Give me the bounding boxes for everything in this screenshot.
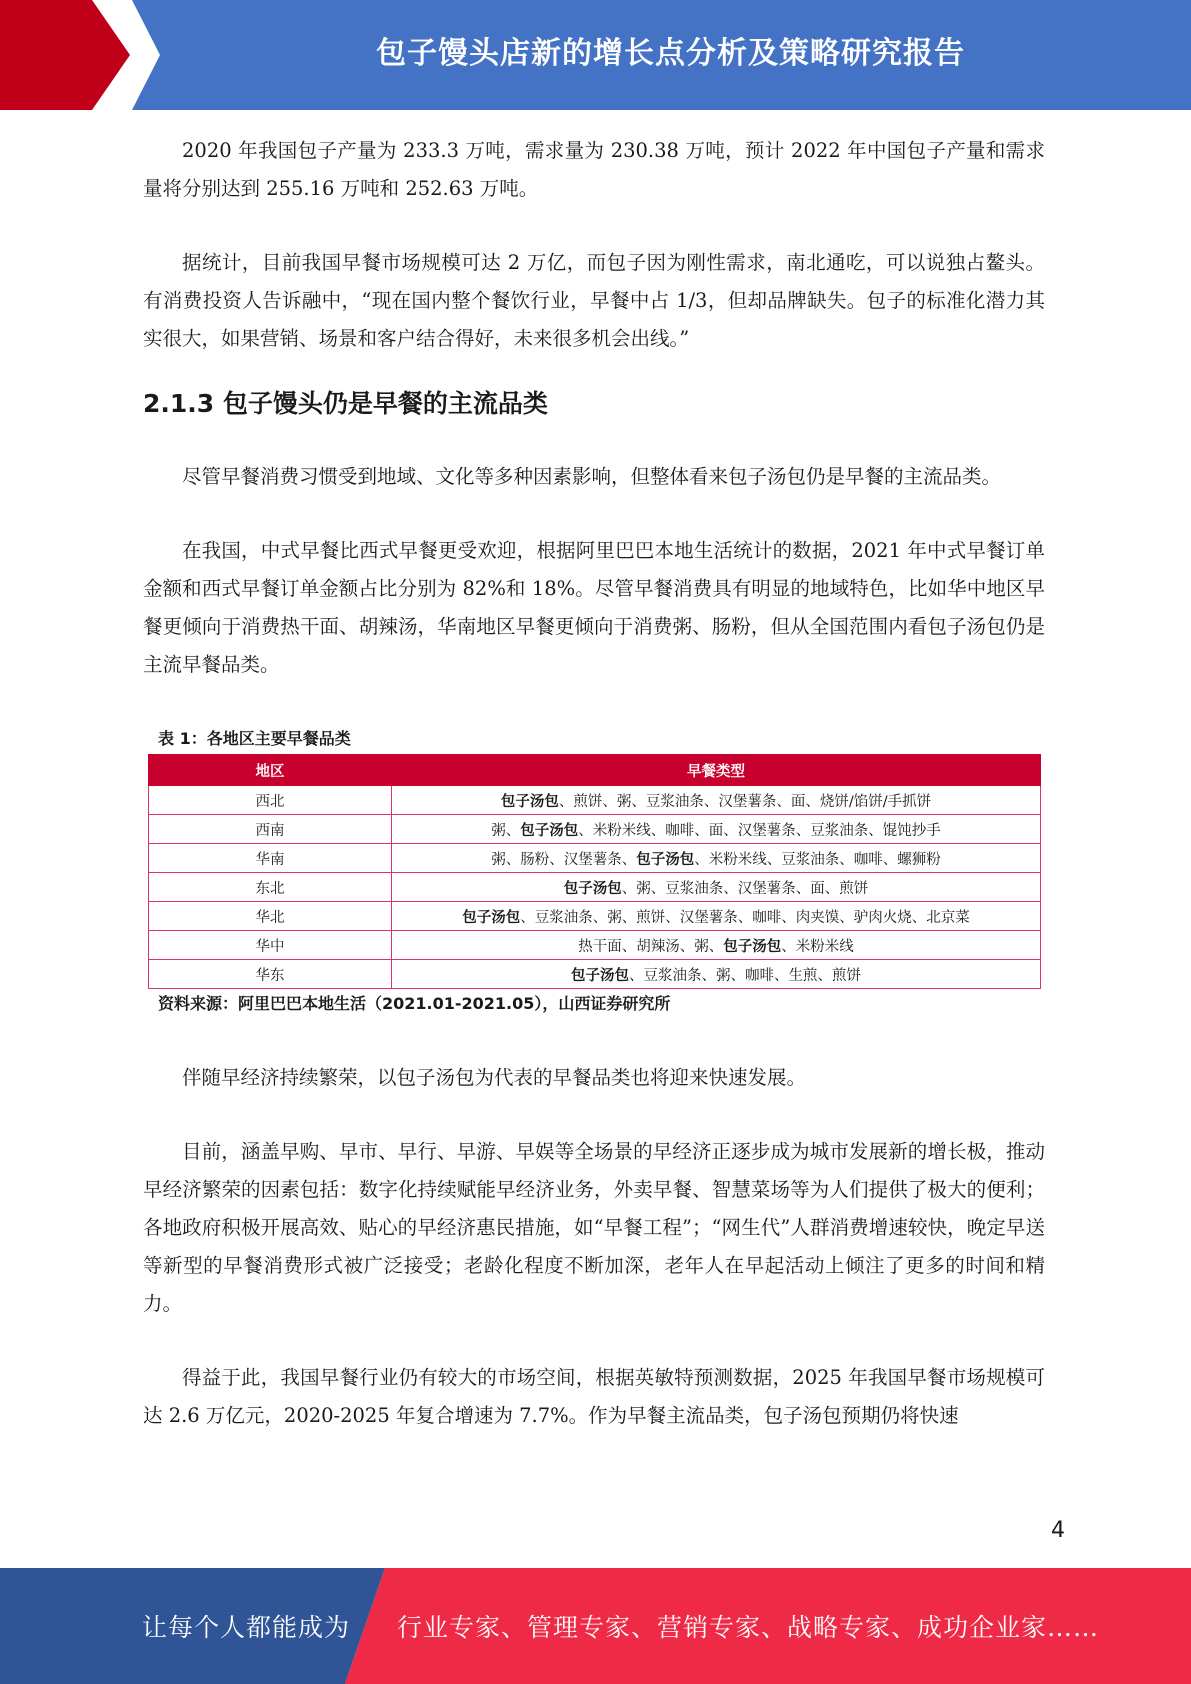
table-row	[149, 815, 1041, 844]
footer-slogan-right: 行业专家、管理专家、营销专家、战略专家、成功企业家……	[397, 1613, 1100, 1642]
breakfast-types-cell	[392, 902, 1041, 931]
highlight-baozi: 包子汤包	[723, 938, 782, 955]
report-title: 包子馒头店新的增长点分析及策略研究报告	[376, 36, 965, 71]
breakfast-types-cell	[392, 931, 1041, 960]
section-heading: 2.1.3 包子馒头仍是早餐的主流品类	[143, 389, 548, 418]
highlight-baozi: 包子汤包	[520, 822, 579, 839]
header-banner	[0, 0, 1191, 110]
types-suffix: 、米粉米线、豆浆油条、咖啡、螺狮粉	[694, 851, 941, 868]
table-header-row	[149, 755, 1041, 786]
column-header-types: 早餐类型	[392, 755, 1041, 786]
paragraph-forecast: 得益于此，我国早餐行业仍有较大的市场空间，根据英敏特预测数据，2025 年我国早餐市场规模可达 2.6 万亿元，2020-2025 年复合增速为 7.7%。作为早餐主流品类，包子汤包预期仍将快速	[143, 1366, 1045, 1427]
paragraph-production: 2020 年我国包子产量为 233.3 万吨，需求量为 230.38 万吨，预计 2022 年中国包子产量和需求量将分别达到 255.16 万吨和 252.63 万吨。	[143, 139, 1045, 200]
types-prefix: 粥、肠粉、汉堡薯条、	[491, 851, 637, 868]
paragraph-chinese-breakfast: 在我国，中式早餐比西式早餐更受欢迎，根据阿里巴巴本地生活统计的数据，2021 年中式早餐订单金额和西式早餐订单金额占比分别为 82%和 18%。尽管早餐消费具有明显的地域特色，比如华中地区早餐更倾向于消费热干面、胡辣汤，华南地区早餐更倾向于消费粥、肠粉，但从全国范围内看包子汤包仍是主流早餐品类。	[143, 539, 1045, 676]
breakfast-table-block	[148, 724, 1041, 1019]
types-suffix: 、米粉米线、咖啡、面、汉堡薯条、豆浆油条、馄饨抄手	[578, 822, 941, 839]
types-suffix: 、粥、豆浆油条、汉堡薯条、面、煎饼	[621, 880, 869, 897]
table-row	[149, 844, 1041, 873]
breakfast-types-cell	[392, 873, 1041, 902]
region-cell: 华南	[149, 844, 392, 873]
paragraph-morning-economy: 伴随早经济持续繁荣，以包子汤包为代表的早餐品类也将迎来快速发展。	[182, 1066, 807, 1089]
types-suffix: 、米粉米线	[781, 938, 854, 955]
types-suffix: 、豆浆油条、粥、咖啡、生煎、煎饼	[629, 967, 861, 984]
highlight-baozi: 包子汤包	[500, 793, 559, 810]
chevron-arrow-icon	[0, 0, 160, 110]
types-prefix: 热干面、胡辣汤、粥、	[578, 938, 724, 955]
highlight-baozi: 包子汤包	[462, 909, 521, 926]
table-row	[149, 960, 1041, 989]
breakfast-table	[148, 754, 1041, 989]
types-prefix: 粥、	[491, 822, 521, 839]
paragraph-market-size: 据统计，目前我国早餐市场规模可达 2 万亿，而包子因为刚性需求，南北通吃，可以说独占鳌头。有消费投资人告诉融中，“现在国内整个餐饮行业，早餐中占 1/3，但却品牌缺失。包子的标准化潜力其实很大，如果营销、场景和客户结合得好，未来很多机会出线。”	[143, 251, 1045, 350]
table-row	[149, 902, 1041, 931]
table-source: 资料来源：阿里巴巴本地生活（2021.01-2021.05），山西证券研究所	[158, 994, 671, 1013]
highlight-baozi: 包子汤包	[636, 851, 695, 868]
types-suffix: 、豆浆油条、粥、煎饼、汉堡薯条、咖啡、肉夹馍、驴肉火烧、北京菜	[520, 909, 970, 926]
paragraph-drivers: 目前，涵盖早购、早市、早行、早游、早娱等全场景的早经济正逐步成为城市发展新的增长极，推动早经济繁荣的因素包括：数字化持续赋能早经济业务，外卖早餐、智慧菜场等为人们提供了极大的便利；各地政府积极开展高效、贴心的早经济惠民措施，如“早餐工程”；“网生代”人群消费增速较快，晚定早送等新型的早餐消费形式被广泛接受；老龄化程度不断加深，老年人在早起活动上倾注了更多的时间和精力。	[143, 1140, 1045, 1315]
footer-slogan-left: 让每个人都能成为	[142, 1613, 351, 1642]
page-content	[143, 132, 1045, 1435]
region-cell: 华北	[149, 902, 392, 931]
region-cell: 东北	[149, 873, 392, 902]
highlight-baozi: 包子汤包	[563, 880, 622, 897]
region-cell: 华中	[149, 931, 392, 960]
paragraph-mainstream: 尽管早餐消费习惯受到地域、文化等多种因素影响，但整体看来包子汤包仍是早餐的主流品类。	[182, 465, 1002, 488]
table-caption: 表 1：各地区主要早餐品类	[158, 729, 351, 748]
breakfast-types-cell	[392, 844, 1041, 873]
table-row	[149, 931, 1041, 960]
column-header-region: 地区	[149, 755, 392, 786]
types-suffix: 、煎饼、粥、豆浆油条、汉堡薯条、面、烧饼/馅饼/手抓饼	[558, 793, 932, 810]
breakfast-types-cell	[392, 815, 1041, 844]
table-row	[149, 873, 1041, 902]
page-number: 4	[1051, 1518, 1065, 1543]
breakfast-types-cell	[392, 960, 1041, 989]
table-row	[149, 786, 1041, 815]
region-cell: 华东	[149, 960, 392, 989]
breakfast-types-cell	[392, 786, 1041, 815]
highlight-baozi: 包子汤包	[571, 967, 629, 984]
region-cell: 西北	[149, 786, 392, 815]
region-cell: 西南	[149, 815, 392, 844]
footer-banner	[0, 1568, 1191, 1684]
